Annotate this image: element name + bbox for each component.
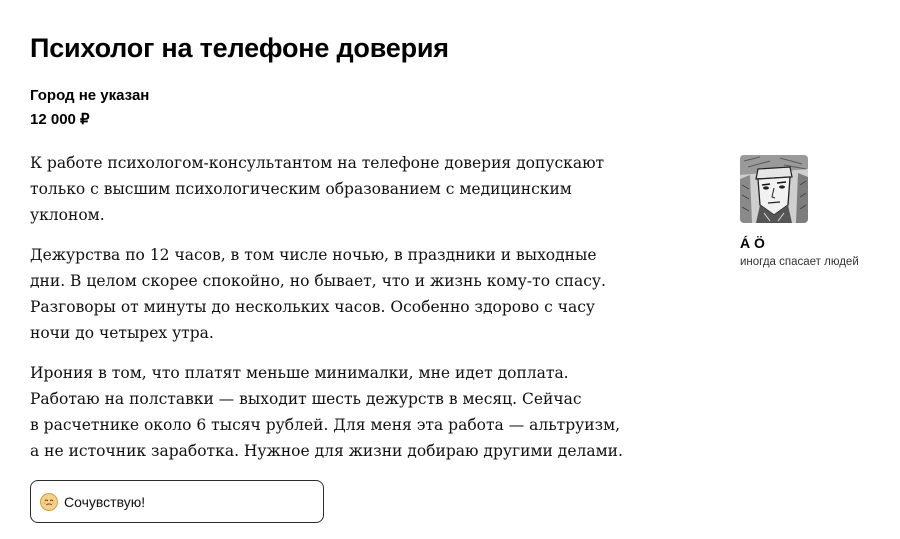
post-city: Город не указан xyxy=(30,87,150,104)
text-line: дни. В целом скорее спокойно, но бывает, что и жизнь кому-то спасу. xyxy=(30,272,606,290)
author-avatar[interactable] xyxy=(740,155,808,223)
text-line: Работаю на полставки — выходит шесть дежурств в месяц. Сейчас xyxy=(30,390,582,408)
text-line: К работе психологом-консультантом на телефоне доверия допускают xyxy=(30,154,605,172)
post-body xyxy=(30,150,630,478)
text-line: Дежурства по 12 часов, в том числе ночью, в праздники и выходные xyxy=(30,246,597,264)
text-line: только с высшим психологическим образованием с медицинским xyxy=(30,180,572,198)
post-paragraph xyxy=(30,242,630,346)
author-bio: иногда спасает людей xyxy=(740,256,859,268)
text-line: а не источник заработка. Нужное для жизни добираю другими делами. xyxy=(30,442,623,460)
text-line: ночи до четырех утра. xyxy=(30,324,214,342)
author-avatar-drawing xyxy=(740,155,808,223)
text-line: Ирония в том, что платят меньше минималки, мне идет доплата. xyxy=(30,364,569,382)
post-salary: 12 000 ₽ xyxy=(30,111,90,128)
reaction-label: Сочувствую! xyxy=(64,493,146,510)
post-paragraph xyxy=(30,150,630,228)
text-line: Разговоры от минуты до нескольких часов. Особенно здорово с часу xyxy=(30,298,596,316)
author-name[interactable]: Á Ö xyxy=(740,235,765,251)
sympathy-reaction-button[interactable] xyxy=(30,480,324,523)
post-paragraph xyxy=(30,360,630,464)
sympathy-emoji-icon xyxy=(40,493,58,511)
text-line: уклоном. xyxy=(30,206,105,224)
post-title: Психолог на телефоне доверия xyxy=(30,33,449,63)
text-line: в расчетнике около 6 тысяч рублей. Для меня эта работа — альтруизм, xyxy=(30,416,621,434)
